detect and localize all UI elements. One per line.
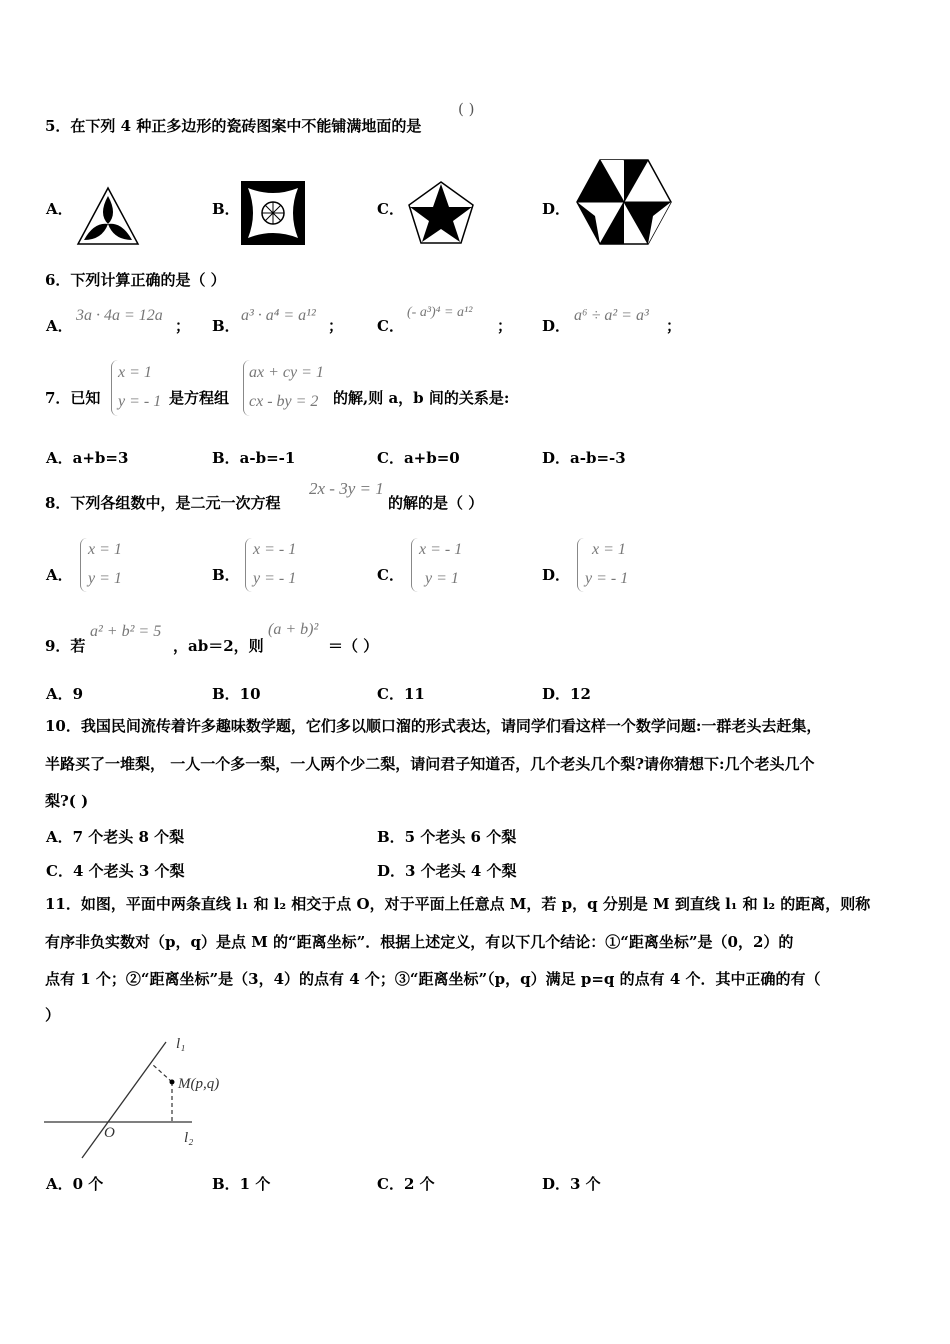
q10-option-a: A．7 个老头 8 个梨 bbox=[46, 828, 185, 846]
label-m: M(p,q) bbox=[178, 1076, 220, 1092]
q10-line2: 半路买了一堆梨， 一人一个多一梨，一人两个少二梨，请问君子知道否，几个老头几个梨?请你猜想下:几个老头几个 bbox=[45, 755, 815, 773]
q5-option-b-label: B． bbox=[212, 200, 240, 218]
q6-option-d-sep: ； bbox=[666, 317, 682, 335]
q8-option-c-brace bbox=[411, 538, 418, 592]
q8-option-b-line2: y = - 1 bbox=[253, 570, 297, 587]
q6-stem: 6．下列计算正确的是（ ） bbox=[45, 271, 226, 289]
q8-option-c-line2: y = 1 bbox=[425, 570, 459, 587]
q7-option-c: C．a+b=0 bbox=[377, 449, 460, 467]
q10-option-d: D．3 个老头 4 个梨 bbox=[377, 862, 517, 880]
q9-middle: ，ab＝2，则 bbox=[173, 637, 264, 655]
q9-expression: (a + b)² bbox=[268, 621, 319, 638]
q8-option-c-label: C． bbox=[377, 566, 404, 584]
q11-distance-figure bbox=[42, 1030, 242, 1165]
q6-option-a-sep: ； bbox=[175, 317, 191, 335]
label-l2: l₂ bbox=[184, 1130, 194, 1146]
q9-option-a: A．9 bbox=[46, 685, 84, 703]
q10-line3: 梨?( ) bbox=[45, 792, 89, 810]
line-l1 bbox=[82, 1042, 166, 1158]
q6-option-b-label: B． bbox=[212, 317, 240, 335]
tile-triangle-pattern-icon bbox=[76, 186, 140, 246]
q8-equation: 2x - 3y = 1 bbox=[309, 479, 384, 498]
q8-option-c-line1: x = - 1 bbox=[419, 541, 463, 558]
q6-option-b-expr: a³ · a⁴ = a¹² bbox=[241, 307, 316, 324]
q5-stem: 5．在下列 4 种正多边形的瓷砖图案中不能铺满地面的是 bbox=[45, 117, 422, 135]
q5-answer-paren: ( ) bbox=[458, 100, 475, 118]
q9-option-c: C．11 bbox=[377, 685, 425, 703]
q6-option-a-expr: 3a · 4a = 12a bbox=[76, 307, 163, 324]
q7-system-line2: cx - by = 2 bbox=[249, 393, 319, 410]
q8-option-b-brace bbox=[245, 538, 252, 592]
q8-option-d-brace bbox=[577, 538, 584, 592]
q7-solution-line2: y = - 1 bbox=[118, 393, 162, 410]
q6-option-c-sep: ； bbox=[497, 317, 513, 335]
q10-option-b: B．5 个老头 6 个梨 bbox=[377, 828, 517, 846]
q11-option-a: A．0 个 bbox=[46, 1175, 104, 1193]
q6-option-d-expr: a⁶ ÷ a² = a³ bbox=[574, 307, 649, 324]
q9-prefix: 9．若 bbox=[45, 637, 86, 655]
distance-p-dashed bbox=[152, 1064, 172, 1082]
q8-option-d-line2: y = - 1 bbox=[585, 570, 629, 587]
q9-condition: a² + b² = 5 bbox=[90, 623, 162, 640]
q11-line3: 点有 1 个；②“距离坐标”是（3，4）的点有 4 个；③“距离坐标”（p，q）满足 p=q 的点有 4 个．其中正确的有（ bbox=[45, 970, 821, 988]
q6-option-b-sep: ； bbox=[328, 317, 344, 335]
q8-option-a-line2: y = 1 bbox=[88, 570, 122, 587]
q6-option-a-label: A． bbox=[46, 317, 73, 335]
tile-pentagon-star-icon bbox=[406, 180, 476, 246]
q11-option-c: C．2 个 bbox=[377, 1175, 435, 1193]
q7-solution-brace bbox=[111, 360, 118, 416]
q5-option-c-label: C． bbox=[377, 200, 404, 218]
q7-middle: 是方程组 bbox=[169, 389, 230, 407]
q11-option-b: B．1 个 bbox=[212, 1175, 271, 1193]
q6-option-c-label: C． bbox=[377, 317, 404, 335]
q8-option-a-line1: x = 1 bbox=[88, 541, 122, 558]
q8-option-d-line1: x = 1 bbox=[592, 541, 626, 558]
label-l1: l₁ bbox=[176, 1036, 186, 1052]
q11-line2: 有序非负实数对（p，q）是点 M 的“距离坐标”．根据上述定义，有以下几个结论：①“距离坐标”是（0，2）的 bbox=[45, 933, 794, 951]
q9-suffix: ＝（ ） bbox=[328, 637, 379, 655]
q9-option-d: D．12 bbox=[542, 685, 591, 703]
q8-option-b-label: B． bbox=[212, 566, 240, 584]
q10-option-c: C．4 个老头 3 个梨 bbox=[46, 862, 185, 880]
q10-line1: 10．我国民间流传着许多趣味数学题，它们多以顺口溜的形式表达，请同学们看这样一个数学问题:一群老头去赶集， bbox=[45, 717, 822, 735]
tile-hexagon-pattern-icon bbox=[575, 158, 673, 246]
q9-option-b: B．10 bbox=[212, 685, 261, 703]
tile-square-pattern-icon bbox=[240, 180, 306, 246]
q8-option-d-label: D． bbox=[542, 566, 571, 584]
q7-option-b: B．a-b=-1 bbox=[212, 449, 296, 467]
q7-option-d: D．a-b=-3 bbox=[542, 449, 626, 467]
q5-option-a-label: A． bbox=[46, 200, 73, 218]
q8-option-a-label: A． bbox=[46, 566, 73, 584]
q7-option-a: A．a+b=3 bbox=[46, 449, 129, 467]
q11-line1: 11．如图，平面中两条直线 l₁ 和 l₂ 相交于点 O，对于平面上任意点 M，若 p，q 分别是 M 到直线 l₁ 和 l₂ 的距离，则称 bbox=[45, 895, 871, 913]
q5-option-d-label: D． bbox=[542, 200, 571, 218]
q7-prefix: 7．已知 bbox=[45, 389, 101, 407]
q11-option-d: D．3 个 bbox=[542, 1175, 601, 1193]
q11-line4: ） bbox=[45, 1006, 61, 1024]
q8-prefix: 8．下列各组数中，是二元一次方程 bbox=[45, 494, 281, 512]
q8-suffix: 的解的是（ ） bbox=[388, 494, 484, 512]
point-m bbox=[170, 1080, 175, 1085]
q7-suffix: 的解,则 a，b 间的关系是: bbox=[333, 389, 510, 407]
q6-option-c-expr: (- a³)⁴ = a¹² bbox=[407, 305, 473, 320]
label-o: O bbox=[104, 1125, 115, 1141]
q7-solution-line1: x = 1 bbox=[118, 364, 152, 381]
q8-option-a-brace bbox=[80, 538, 87, 592]
q6-option-d-label: D． bbox=[542, 317, 571, 335]
q7-system-line1: ax + cy = 1 bbox=[249, 364, 324, 381]
q8-option-b-line1: x = - 1 bbox=[253, 541, 297, 558]
